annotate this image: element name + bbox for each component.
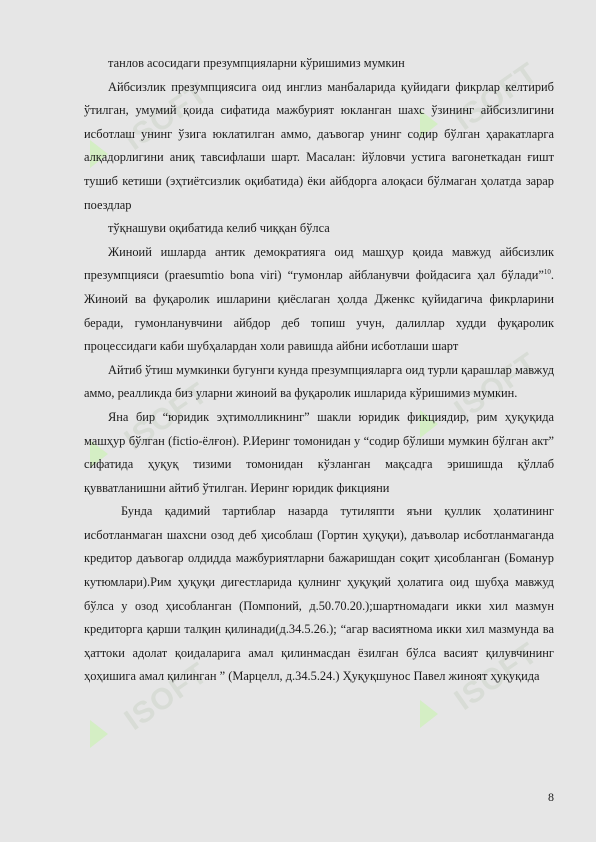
watermark-logo-icon	[90, 720, 108, 748]
paragraph: тўқнашуви оқибатида келиб чиққан бўлса	[108, 221, 330, 236]
page-number: 8	[548, 790, 554, 804]
watermark-text: ISOFT	[118, 76, 215, 157]
watermark-text: ISOFT	[448, 56, 545, 137]
page-body	[84, 52, 554, 689]
paragraph: Бунда қадимий тартиблар назарда тутиляпти яъни қуллик ҳолатининг исботланмаган шахсни озод деб ҳисоблаш (Гортин ҳуқуқи), даъволар исботланмаганда кредитор даъвогар олдидда мажбуриятларни бажаришдан соқит ҳисобланган (Боманур кутюмлари).Рим ҳуқуқи дигестларида қулнинг ҳуқуқий ҳолатига оид шубҳа мавжуд бўлса у озод ҳисобланган (Помпоний, д.50.70.20.);шартномадаги икки хил мазмун кредиторга қарши талқин қилинади(д.34.5.26.); “агар васиятнома икки хил мазмунда ва ҳаттоки адолат қоидаларига амал қилинмасдан ёзилган бўлса васият қилувчининг ҳоҳишига амал қилинган ” (Марцелл, д.34.5.24.) Ҳуқуқшунос Павел жиноят ҳуқуқида	[84, 504, 554, 684]
paragraph-with-footnote	[84, 241, 554, 359]
paragraph: Яна бир “юридик эҳтимолликнинг” шакли юридик фикциядир, рим ҳуқуқида машҳур бўлган (fictio-ёлғон). Р.Иеринг томонидан у “содир бўлиши мумкин бўлган акт” сифатида ҳуқуқ тизими томонидан кўзланган мақсадга эришишда қўллаб қувватланишни айтиб ўтилган. Иеринг юридик фикцияни	[84, 409, 554, 495]
watermark-logo-icon	[420, 700, 438, 728]
footnote-ref[interactable]: 10	[543, 268, 551, 277]
paragraph: Айтиб ўтиш мумкинки бугунги кунда презумпцияларга оид турли қарашлар мавжуд аммо, реалликда биз уларни жиноий ва фуқаролик ишларида кўришимиз мумкин.	[84, 362, 554, 401]
paragraph-text: . Жиноий ва фуқаролик ишларини қиёслаган ҳолда Дженкс қуйидагича фикрларини беради, гумонланувчини айбдор деб топиш учун, далиллар худди фуқаролик процессидаги каби шубҳалардан холи равишда айбни исботлаши шарт	[84, 268, 554, 354]
watermark-text: ISOFT	[118, 376, 215, 457]
paragraph-text: Жиноий ишларда антик демократияга оид машҳур қоида мавжуд айбсизлик презумпцияси (praesumtio bona viri) “гумонлар айбланувчи фойдасига ҳал бўлади”	[84, 244, 554, 283]
paragraph: танлов асосидаги презумпцияларни кўришимиз мумкин	[108, 56, 405, 70]
paragraph: Айбсизлик презумпциясига оид инглиз манбаларида қуйидаги фикрлар келтириб ўтилган, умумий қоида сифатида мажбурият юкланган шахс ўзининг айбсизлигини исботлаш унинг ўзига юклатилган аммо, даъвогар унинг содир бўлган ҳаракатларга алқадорлигини аниқ тавсифлаши шарт. Масалан: йўловчи устига вагонеткадан ғишт тушиб кетиши (эҳтиётсизлик оқибатида) ёки айбдорга алоқаси бўлмаган ҳолатда зарар поездлар	[84, 79, 554, 212]
watermark-text: ISOFT	[448, 636, 545, 717]
watermark-text: ISOFT	[448, 346, 545, 427]
watermark-text: ISOFT	[118, 656, 215, 737]
